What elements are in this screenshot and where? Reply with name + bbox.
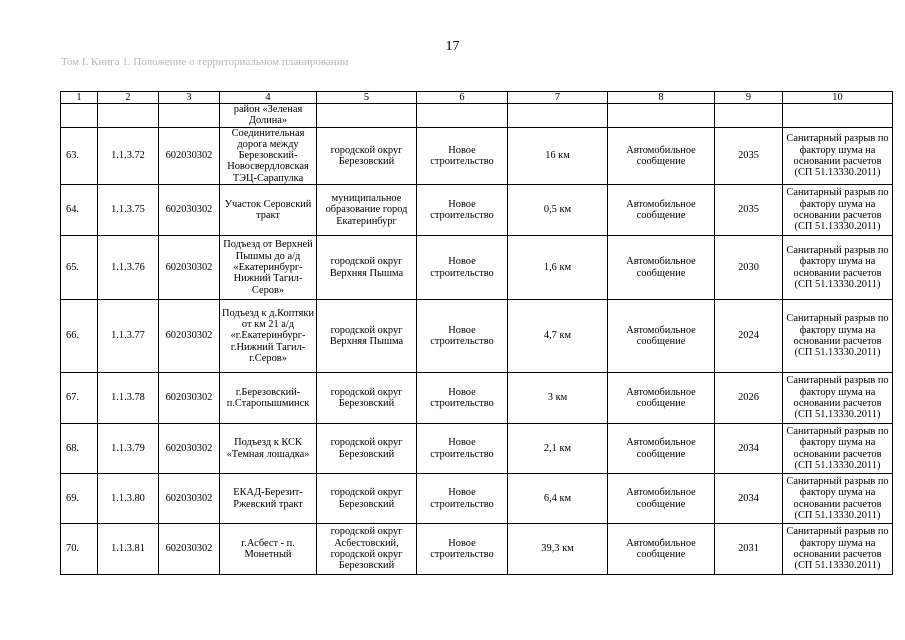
table-cell: 602030302 xyxy=(159,236,220,300)
table-cell: 1.1.3.76 xyxy=(98,236,159,300)
table-cell: 2026 xyxy=(715,373,783,424)
running-header: Том I. Книга 1. Положение о территориальном планировании xyxy=(61,56,349,68)
table-cell xyxy=(317,104,417,128)
table-cell: 2,1 км xyxy=(508,424,608,474)
table-cell: 66. xyxy=(61,300,98,373)
table-cell: городской округ Березовский xyxy=(317,127,417,184)
table-cell: 602030302 xyxy=(159,185,220,236)
table-cell: 1.1.3.75 xyxy=(98,185,159,236)
column-header: 6 xyxy=(417,92,508,104)
table-cell: 68. xyxy=(61,424,98,474)
column-header: 4 xyxy=(220,92,317,104)
table-row xyxy=(61,424,893,474)
table-cell: Новое строительство xyxy=(417,373,508,424)
table-cell: 2034 xyxy=(715,474,783,524)
table-cell xyxy=(98,104,159,128)
column-header: 3 xyxy=(159,92,220,104)
table-cell xyxy=(417,104,508,128)
table-cell: г.Асбест - п. Монетный xyxy=(220,524,317,575)
table-cell xyxy=(508,104,608,128)
table-cell xyxy=(783,104,893,128)
table-cell: 2035 xyxy=(715,127,783,184)
table-cell: 63. xyxy=(61,127,98,184)
table-cell: 1.1.3.77 xyxy=(98,300,159,373)
table-cell xyxy=(61,104,98,128)
table-cell: городской округ Березовский xyxy=(317,424,417,474)
table-cell: Участок Серовский тракт xyxy=(220,185,317,236)
table-cell: 67. xyxy=(61,373,98,424)
table-cell: 2030 xyxy=(715,236,783,300)
table-cell: Санитарный разрыв по фактору шума на основании расчетов (СП 51.13330.2011) xyxy=(783,127,893,184)
table-cell: городской округ Березовский xyxy=(317,474,417,524)
table-cell: 6,4 км xyxy=(508,474,608,524)
table-cell: Санитарный разрыв по фактору шума на основании расчетов (СП 51.13330.2011) xyxy=(783,373,893,424)
table-cell: 602030302 xyxy=(159,524,220,575)
table-row xyxy=(61,236,893,300)
table-cell: Подъезд к д.Коптяки от км 21 а/д «г.Екатеринбург-г.Нижний Тагил-г.Серов» xyxy=(220,300,317,373)
table-row xyxy=(61,127,893,184)
table-cell: 602030302 xyxy=(159,300,220,373)
table-cell: 602030302 xyxy=(159,424,220,474)
table-cell: 2024 xyxy=(715,300,783,373)
table-cell: 602030302 xyxy=(159,373,220,424)
column-header: 1 xyxy=(61,92,98,104)
table-cell: Новое строительство xyxy=(417,524,508,575)
table-cell: 39,3 км xyxy=(508,524,608,575)
table-cell: Автомобильное сообщение xyxy=(608,424,715,474)
table-cell: Новое строительство xyxy=(417,236,508,300)
table-cell: Подъезд к КСК «Темная лошадка» xyxy=(220,424,317,474)
table-row xyxy=(61,474,893,524)
table-cell: 602030302 xyxy=(159,127,220,184)
table-row xyxy=(61,524,893,575)
table-cell: Санитарный разрыв по фактору шума на основании расчетов (СП 51.13330.2011) xyxy=(783,474,893,524)
table-cell: Автомобильное сообщение xyxy=(608,300,715,373)
table-cell: Санитарный разрыв по фактору шума на основании расчетов (СП 51.13330.2011) xyxy=(783,524,893,575)
table-cell: Автомобильное сообщение xyxy=(608,373,715,424)
table-cell: 1.1.3.79 xyxy=(98,424,159,474)
table-cell: 69. xyxy=(61,474,98,524)
table-cell: Новое строительство xyxy=(417,185,508,236)
column-header: 9 xyxy=(715,92,783,104)
planning-table xyxy=(60,91,893,575)
column-header: 2 xyxy=(98,92,159,104)
table-cell: Автомобильное сообщение xyxy=(608,127,715,184)
table-cell: 2035 xyxy=(715,185,783,236)
table-cell xyxy=(159,104,220,128)
table-cell: 4,7 км xyxy=(508,300,608,373)
table-cell: 1.1.3.81 xyxy=(98,524,159,575)
table-cell: муниципальное образование город Екатеринбург xyxy=(317,185,417,236)
table-cell: Новое строительство xyxy=(417,300,508,373)
table-cell: Автомобильное сообщение xyxy=(608,524,715,575)
table-cell: 16 км xyxy=(508,127,608,184)
table-cell: Автомобильное сообщение xyxy=(608,474,715,524)
table-cell: Подъезд от Верхней Пышмы до а/д «Екатеринбург-Нижний Тагил-Серов» xyxy=(220,236,317,300)
column-header: 8 xyxy=(608,92,715,104)
table-cell: 602030302 xyxy=(159,474,220,524)
table-cell: ЕКАД-Березит-Ржевский тракт xyxy=(220,474,317,524)
table-cell: городской округ Верхняя Пышма xyxy=(317,236,417,300)
table-cell xyxy=(608,104,715,128)
table-cell: 1.1.3.78 xyxy=(98,373,159,424)
table-cell: Санитарный разрыв по фактору шума на основании расчетов (СП 51.13330.2011) xyxy=(783,236,893,300)
table-cell: Санитарный разрыв по фактору шума на основании расчетов (СП 51.13330.2011) xyxy=(783,300,893,373)
table-row xyxy=(61,300,893,373)
table-cell: 1.1.3.80 xyxy=(98,474,159,524)
column-header: 10 xyxy=(783,92,893,104)
table-cell: 65. xyxy=(61,236,98,300)
table-cell: городской округ Верхняя Пышма xyxy=(317,300,417,373)
table-cell: 2034 xyxy=(715,424,783,474)
table-cell: Санитарный разрыв по фактору шума на основании расчетов (СП 51.13330.2011) xyxy=(783,185,893,236)
table-cell: Санитарный разрыв по фактору шума на основании расчетов (СП 51.13330.2011) xyxy=(783,424,893,474)
table-row xyxy=(61,373,893,424)
table-cell: район «Зеленая Долина» xyxy=(220,104,317,128)
table-cell: г.Березовский-п.Старопышминск xyxy=(220,373,317,424)
table-cell: 64. xyxy=(61,185,98,236)
table-cell: Автомобильное сообщение xyxy=(608,236,715,300)
table-cell: Соединительная дорога между Березовский-Новосвердловская ТЭЦ-Сарапулка xyxy=(220,127,317,184)
table-cell: городской округ Асбестовский, городской округ Березовский xyxy=(317,524,417,575)
table-cell: 2031 xyxy=(715,524,783,575)
column-header: 7 xyxy=(508,92,608,104)
table-cell: Новое строительство xyxy=(417,474,508,524)
table-cell xyxy=(715,104,783,128)
table-cell: 3 км xyxy=(508,373,608,424)
page-number: 17 xyxy=(445,39,460,54)
table-cell: Новое строительство xyxy=(417,127,508,184)
table-cell: 1.1.3.72 xyxy=(98,127,159,184)
table-row xyxy=(61,185,893,236)
column-header: 5 xyxy=(317,92,417,104)
table-cell: 70. xyxy=(61,524,98,575)
table-header-row xyxy=(61,92,893,104)
table-cell: Автомобильное сообщение xyxy=(608,185,715,236)
table-cell: городской округ Березовский xyxy=(317,373,417,424)
table-cell: 0,5 км xyxy=(508,185,608,236)
table-continuation-row xyxy=(61,104,893,128)
table-cell: 1,6 км xyxy=(508,236,608,300)
table-cell: Новое строительство xyxy=(417,424,508,474)
